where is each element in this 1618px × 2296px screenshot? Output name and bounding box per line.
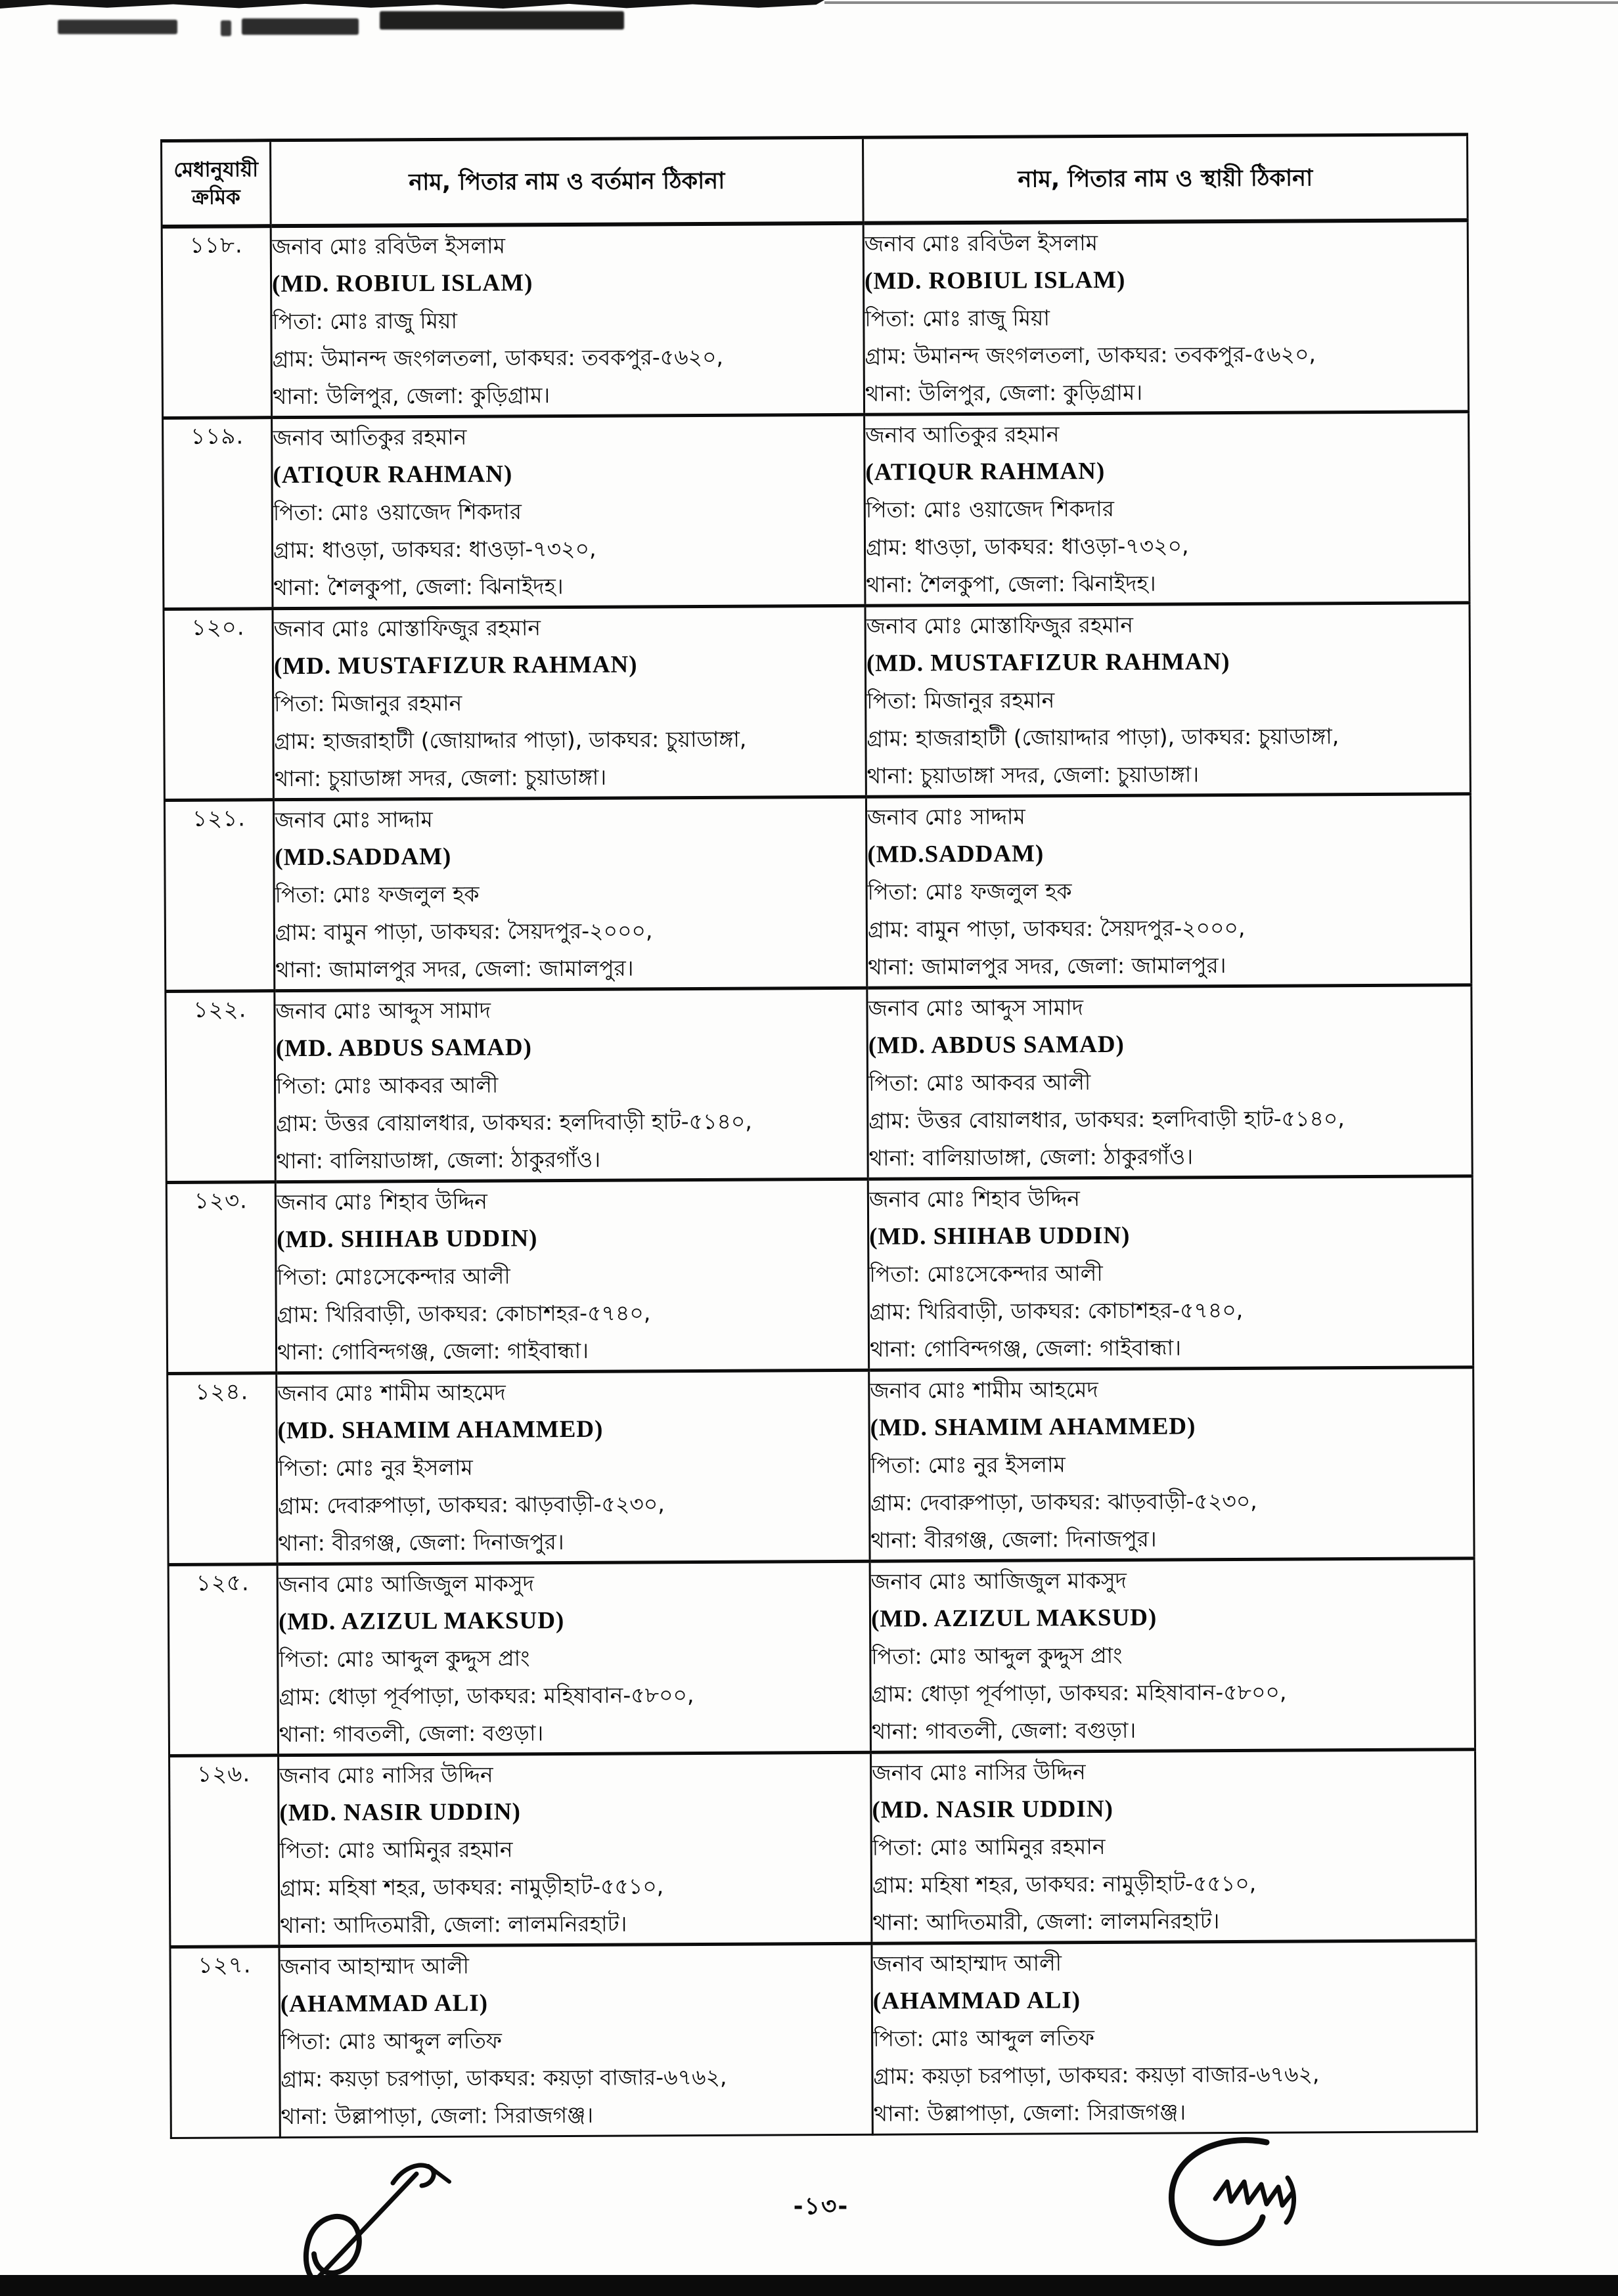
thana-district-line: থানা: গাবতলী, জেলা: বগুড়া। — [279, 1719, 544, 1747]
table-row — [164, 602, 1470, 800]
village-postoffice-line: গ্রাম: মহিষা শহর, ডাকঘর: নামুড়ীহাট-৫৫১০, — [872, 1870, 1257, 1898]
person-name-en: (MD.SADDAM) — [867, 839, 1045, 868]
father-name: পিতা: মোঃ আকবর আলী — [868, 1069, 1091, 1096]
thana-district-line: থানা: গোবিন্দগঞ্জ, জেলা: গাইবান্ধা। — [869, 1334, 1182, 1362]
father-name: পিতা: মোঃ আব্দুল লতিফ — [873, 2024, 1095, 2052]
table-row — [162, 220, 1468, 418]
father-name: পিতা: মোঃ ফজলুল হক — [275, 881, 480, 908]
village-postoffice-line: গ্রাম: মহিষা শহর, ডাকঘর: নামুড়ীহাট-৫৫১০, — [279, 1872, 664, 1901]
serial-number: ১১৯. — [191, 422, 244, 450]
father-name: পিতা: মোঃ ওয়াজেদ শিকদার — [865, 495, 1115, 523]
scan-noise-bottom-bar — [0, 2275, 1618, 2296]
table-row — [166, 1176, 1473, 1373]
scan-noise-top-edge-thin — [824, 1, 1618, 4]
serial-cell — [162, 226, 271, 418]
person-name-bn: জনাব মোঃ শামীম আহমেদ — [870, 1376, 1098, 1403]
thana-district-line: থানা: আদিতমারী, জেলা: লালমনিরহাট। — [872, 1907, 1220, 1935]
permanent-address-cell — [871, 1749, 1476, 1943]
permanent-address-cell — [869, 1367, 1474, 1560]
father-name: পিতা: মোঃ রাজু মিয়া — [272, 307, 458, 335]
person-name-bn: জনাব মোঃ শিহাব উদ্দিন — [276, 1188, 488, 1215]
thana-district-line: থানা: গাবতলী, জেলা: বগুড়া। — [871, 1717, 1136, 1744]
person-name-bn: জনাব মোঃ রবিউল ইসলাম — [271, 232, 506, 260]
serial-cell — [169, 1755, 279, 1947]
table-row — [169, 1749, 1476, 1947]
permanent-address-cell — [863, 220, 1468, 414]
person-name-en: (AHAMMAD ALI) — [872, 1986, 1081, 2015]
thana-district-line: থানা: শৈলকুপা, জেলা: ঝিনাইদহ। — [866, 570, 1156, 598]
person-name-bn: জনাব আতিকুর রহমান — [865, 420, 1060, 448]
person-name-en: (MD.SADDAM) — [275, 843, 452, 871]
person-name-bn: জনাব আহাম্মাদ আলী — [280, 1953, 470, 1979]
village-postoffice-line: গ্রাম: ধোড়া পূর্বপাড়া, ডাকঘর: মহিষাবান-৫৮০০, — [279, 1681, 694, 1710]
village-postoffice-line: গ্রাম: উত্তর বোয়ালধার, ডাকঘর: হলদিবাড়ী হাট-৫১৪০, — [868, 1105, 1345, 1134]
serial-number: ১২২. — [193, 996, 247, 1023]
father-name: পিতা: মোঃ ওয়াজেদ শিকদার — [273, 498, 522, 525]
person-name-en: (MD. MUSTAFIZUR RAHMAN) — [866, 648, 1230, 677]
present-address-cell — [277, 1561, 870, 1755]
thana-district-line: থানা: চুয়াডাঙ্গা সদর, জেলা: চুয়াডাঙ্গা। — [274, 764, 607, 791]
thana-district-line: থানা: বালিয়াডাঙ্গা, জেলা: ঠাকুরগাঁও। — [868, 1143, 1194, 1171]
scan-smudge — [380, 11, 624, 30]
thana-district-line: থানা: গোবিন্দগঞ্জ, জেলা: গাইবান্ধা। — [277, 1337, 589, 1365]
present-address-cell — [279, 1943, 872, 2137]
thana-district-line: থানা: বীরগঞ্জ, জেলা: দিনাজপুর। — [278, 1528, 564, 1556]
serial-number: ১২৩. — [194, 1187, 248, 1214]
person-name-bn: জনাব মোঃ শামীম আহমেদ — [277, 1379, 506, 1406]
village-postoffice-line: গ্রাম: বামুন পাড়া, ডাকঘর: সৈয়দপুর-২০০০, — [867, 914, 1246, 942]
person-name-bn: জনাব মোঃ নাসির উদ্দিন — [279, 1761, 493, 1788]
father-name: পিতা: মোঃ আব্দুল লতিফ — [281, 2027, 503, 2054]
present-address-cell — [272, 414, 865, 608]
permanent-address-cell — [866, 793, 1471, 987]
person-name-bn: জনাব মোঃ আজিজুল মাকসুদ — [278, 1570, 535, 1597]
table-row — [168, 1367, 1474, 1564]
father-name: পিতা: মোঃসেকেন্দার আলী — [869, 1260, 1103, 1287]
person-name-en: (MD. SHAMIM AHAMMED) — [277, 1415, 604, 1444]
serial-cell — [164, 608, 273, 800]
person-name-en: (MD. AZIZUL MAKSUD) — [278, 1606, 565, 1635]
roster-table — [160, 133, 1478, 2138]
person-name-en: (MD. AZIZUL MAKSUD) — [870, 1604, 1157, 1633]
scan-smudge — [242, 18, 359, 35]
person-name-en: (ATIQUR RAHMAN) — [273, 460, 513, 489]
person-name-en: (MD. SHIHAB UDDIN) — [869, 1222, 1131, 1250]
village-postoffice-line: গ্রাম: দেবারুপাড়া, ডাকঘর: ঝাড়বাড়ী-৫২৩০, — [278, 1490, 665, 1518]
person-name-en: (MD. ROBIUL ISLAM) — [864, 266, 1126, 295]
table-row — [170, 1940, 1477, 2138]
permanent-address-cell — [865, 411, 1470, 605]
person-name-bn: জনাব মোঃ মোস্তাফিজুর রহমান — [273, 614, 541, 642]
present-address-cell — [273, 797, 866, 990]
page-number: -১৩- — [793, 2193, 849, 2220]
thana-district-line: থানা: উলিপুর, জেলা: কুড়িগ্রাম। — [865, 379, 1143, 407]
person-name-en: (MD. ROBIUL ISLAM) — [271, 269, 533, 298]
roster-table-wrap — [160, 133, 1478, 2138]
person-name-en: (MD. ABDUS SAMAD) — [868, 1030, 1125, 1059]
person-name-en: (MD. MUSTAFIZUR RAHMAN) — [273, 650, 638, 680]
father-name: পিতা: মোঃ আব্দুল কুদ্দুস প্রাং — [871, 1642, 1123, 1669]
present-address-cell — [279, 1752, 872, 1946]
signature-left-icon — [288, 2155, 465, 2293]
thana-district-line: থানা: চুয়াডাঙ্গা সদর, জেলা: চুয়াডাঙ্গা। — [866, 761, 1200, 789]
serial-cell — [168, 1373, 277, 1564]
thana-district-line: থানা: উলিপুর, জেলা: কুড়িগ্রাম। — [272, 382, 551, 410]
header-permanent-address-column: নাম, পিতার নাম ও স্থায়ী ঠিকানা — [863, 135, 1468, 223]
village-postoffice-line: গ্রাম: উত্তর বোয়ালধার, ডাকঘর: হলদিবাড়ী হাট-৫১৪০, — [276, 1108, 752, 1136]
serial-number: ১২৭. — [198, 1951, 252, 1979]
person-name-en: (AHAMMAD ALI) — [280, 1989, 489, 2018]
serial-number: ১২৫. — [196, 1569, 250, 1597]
person-name-bn: জনাব মোঃ আব্দুস সামাদ — [868, 994, 1084, 1021]
father-name: পিতা: মোঃ আমিনুর রহমান — [279, 1836, 513, 1863]
thana-district-line: থানা: আদিতমারী, জেলা: লালমনিরহাট। — [280, 1910, 627, 1938]
person-name-bn: জনাব মোঃ শিহাব উদ্দিন — [868, 1185, 1081, 1212]
present-address-cell — [275, 1179, 868, 1373]
scan-smudge — [58, 20, 177, 34]
person-name-en: (MD. ABDUS SAMAD) — [275, 1033, 532, 1062]
person-name-en: (MD. SHAMIM AHAMMED) — [870, 1412, 1196, 1442]
table-row — [168, 1558, 1475, 1755]
village-postoffice-line: গ্রাম: ধাওড়া, ডাকঘর: ধাওড়া-৭৩২০, — [865, 532, 1189, 560]
permanent-address-cell — [867, 984, 1472, 1178]
village-postoffice-line: গ্রাম: উমানন্দ জংগলতলা, ডাকঘর: তবকপুর-৫৬২০, — [272, 343, 724, 372]
person-name-bn: জনাব মোঃ নাসির উদ্দিন — [872, 1758, 1086, 1786]
serial-cell — [170, 1946, 280, 2138]
thana-district-line: থানা: জামালপুর সদর, জেলা: জামালপুর। — [868, 952, 1226, 980]
thana-district-line: থানা: উল্লাপাড়া, জেলা: সিরাজগঞ্জ। — [281, 2102, 594, 2129]
present-address-cell — [275, 988, 868, 1181]
village-postoffice-line: গ্রাম: কয়ড়া চরপাড়া, ডাকঘর: কয়ড়া বাজার-৬৭৬২, — [281, 2064, 727, 2092]
serial-number: ১১৮. — [189, 232, 243, 259]
serial-cell — [168, 1564, 278, 1755]
thana-district-line: থানা: জামালপুর সদর, জেলা: জামালপুর। — [275, 954, 634, 982]
village-postoffice-line: গ্রাম: ধাওড়া, ডাকঘর: ধাওড়া-৭৩২০, — [273, 535, 596, 563]
thana-district-line: থানা: বীরগঞ্জ, জেলা: দিনাজপুর। — [870, 1526, 1157, 1553]
person-name-bn: জনাব আহাম্মাদ আলী — [872, 1949, 1062, 1977]
present-address-cell — [277, 1370, 870, 1564]
person-name-bn: জনাব মোঃ সাদ্দাম — [866, 803, 1025, 830]
person-name-bn: জনাব আতিকুর রহমান — [273, 424, 467, 451]
father-name: পিতা: মোঃ ফজলুল হক — [867, 877, 1072, 905]
father-name: পিতা: মোঃ রাজু মিয়া — [865, 305, 1050, 332]
permanent-address-cell — [872, 1940, 1477, 2134]
father-name: পিতা: মোঃ আমিনুর রহমান — [872, 1833, 1106, 1861]
village-postoffice-line: গ্রাম: ধোড়া পূর্বপাড়া, ডাকঘর: মহিষাবান-৫৮০০, — [871, 1679, 1287, 1707]
present-address-cell — [271, 223, 864, 417]
person-name-en: (MD. NASIR UDDIN) — [279, 1798, 522, 1826]
person-name-bn: জনাব মোঃ সাদ্দাম — [274, 806, 433, 833]
village-postoffice-line: গ্রাম: কয়ড়া চরপাড়া, ডাকঘর: কয়ড়া বাজার-৬৭৬২, — [873, 2060, 1320, 2089]
scan-smudge — [221, 20, 231, 36]
father-name: পিতা: মোঃ নুর ইসলাম — [870, 1451, 1066, 1478]
father-name: পিতা: মিজানুর রহমান — [866, 686, 1055, 714]
present-address-cell — [273, 606, 866, 799]
person-name-bn: জনাব মোঃ আব্দুস সামাদ — [275, 997, 491, 1024]
serial-cell — [164, 799, 274, 991]
header-present-address-column: নাম, পিতার নাম ও বর্তমান ঠিকানা — [271, 137, 864, 226]
serial-number: ১২৪. — [195, 1378, 249, 1405]
serial-cell — [166, 1181, 276, 1373]
village-postoffice-line: গ্রাম: হাজরাহাটী (জোয়াদ্দার পাড়া), ডাকঘর: চুয়াডাঙ্গা, — [274, 726, 747, 754]
table-header — [162, 135, 1468, 227]
person-name-en: (ATIQUR RAHMAN) — [865, 457, 1106, 486]
village-postoffice-line: গ্রাম: খিরিবাড়ী, ডাকঘর: কোচাশহর-৫৭৪০, — [869, 1296, 1244, 1325]
serial-cell — [166, 990, 275, 1182]
village-postoffice-line: গ্রাম: খিরিবাড়ী, ডাকঘর: কোচাশহর-৫৭৪০, — [277, 1299, 651, 1327]
permanent-address-cell — [865, 602, 1470, 796]
table-body — [162, 220, 1477, 2138]
village-postoffice-line: গ্রাম: দেবারুপাড়া, ডাকঘর: ঝাড়বাড়ী-৫২৩০, — [870, 1488, 1257, 1516]
serial-cell — [163, 417, 273, 609]
village-postoffice-line: গ্রাম: উমানন্দ জংগলতলা, ডাকঘর: তবকপুর-৫৬২০, — [865, 341, 1316, 369]
person-name-bn: জনাব মোঃ রবিউল ইসলাম — [864, 230, 1098, 257]
table-row — [163, 411, 1470, 609]
permanent-address-cell — [868, 1176, 1473, 1369]
table-row — [166, 984, 1472, 1182]
thana-district-line: থানা: উল্লাপাড়া, জেলা: সিরাজগঞ্জ। — [873, 2098, 1186, 2127]
serial-number: ১২১. — [192, 805, 246, 832]
thana-district-line: থানা: বালিয়াডাঙ্গা, জেলা: ঠাকুরগাঁও। — [276, 1146, 601, 1174]
thana-district-line: থানা: শৈলকুপা, জেলা: ঝিনাইদহ। — [273, 573, 564, 600]
permanent-address-cell — [870, 1558, 1475, 1752]
person-name-en: (MD. NASIR UDDIN) — [872, 1795, 1113, 1824]
person-name-bn: জনাব মোঃ মোস্তাফিজুর রহমান — [866, 611, 1134, 639]
village-postoffice-line: গ্রাম: হাজরাহাটী (জোয়াদ্দার পাড়া), ডাকঘর: চুয়াডাঙ্গা, — [866, 722, 1339, 751]
table-row — [164, 793, 1471, 991]
father-name: পিতা: মিজানুর রহমান — [274, 690, 462, 717]
village-postoffice-line: গ্রাম: বামুন পাড়া, ডাকঘর: সৈয়দপুর-২০০০, — [275, 917, 653, 945]
father-name: পিতা: মোঃ আকবর আলী — [275, 1072, 499, 1099]
scan-noise-top-edge — [0, 0, 824, 9]
person-name-bn: জনাব মোঃ আজিজুল মাকসুদ — [870, 1567, 1127, 1595]
serial-number: ১২০. — [191, 613, 245, 641]
father-name: পিতা: মোঃ নুর ইসলাম — [277, 1454, 473, 1481]
father-name: পিতা: মোঃ আব্দুল কুদ্দুস প্রাং — [279, 1645, 530, 1672]
father-name: পিতা: মোঃসেকেন্দার আলী — [277, 1262, 510, 1290]
header-serial-column: মেধানুযায়ী ক্রমিক — [162, 141, 271, 227]
serial-number: ১২৬. — [197, 1760, 251, 1788]
signature-right-icon — [1131, 2136, 1328, 2261]
person-name-en: (MD. SHIHAB UDDIN) — [277, 1224, 538, 1253]
